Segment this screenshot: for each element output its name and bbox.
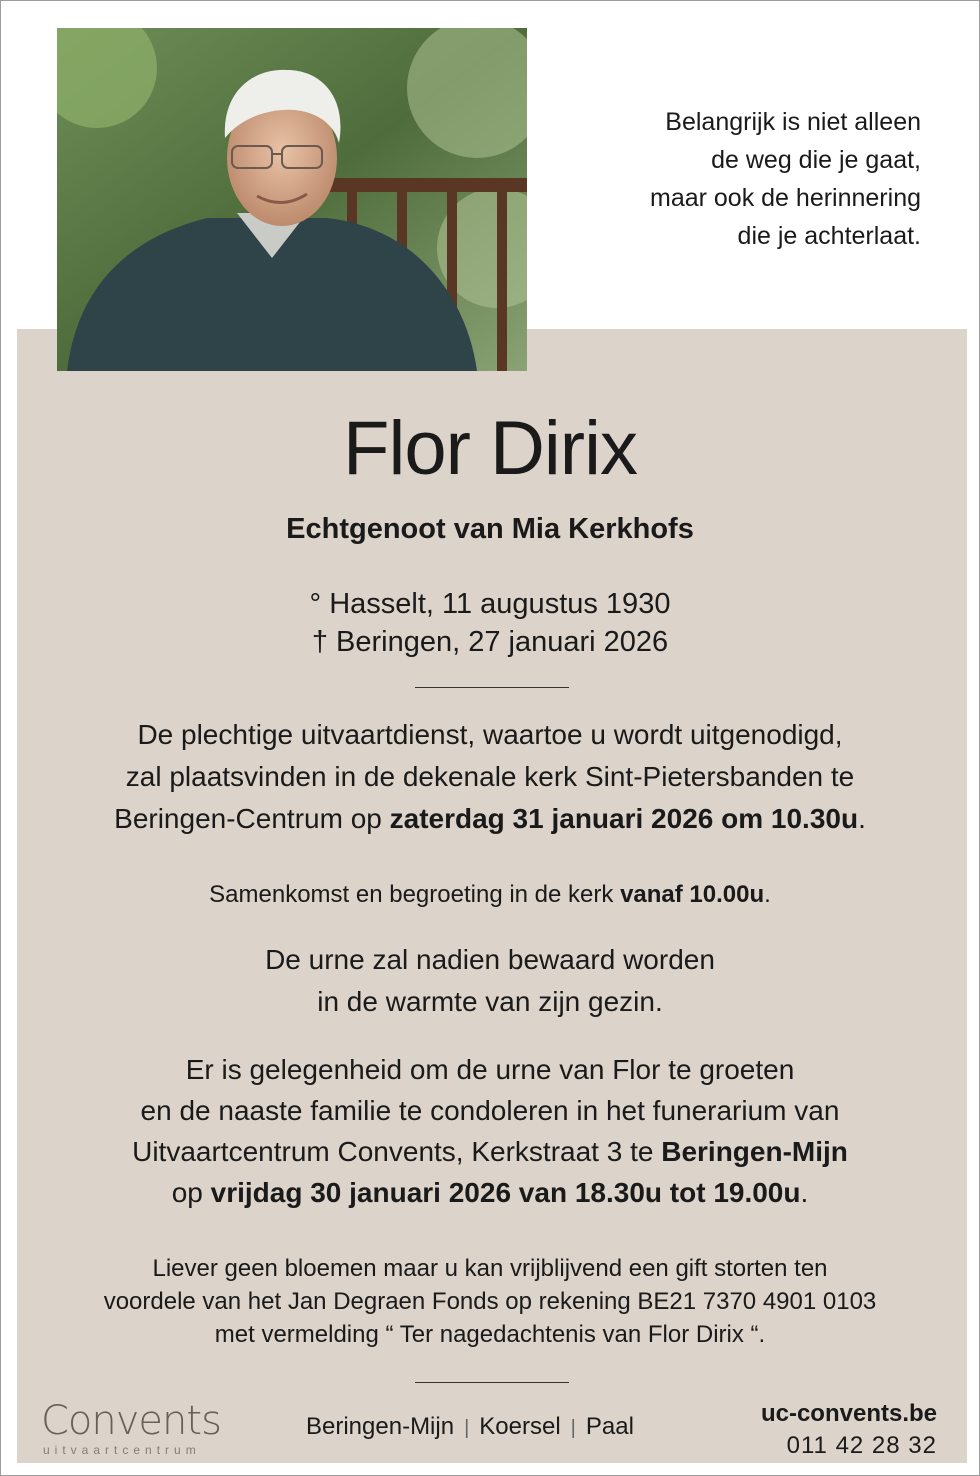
quote-line: die je achterlaat.: [737, 222, 921, 250]
gathering-end: .: [764, 881, 771, 908]
deceased-name: Flor Dirix: [343, 406, 637, 491]
gathering-line: Samenkomst en begroeting in de kerk: [209, 881, 621, 908]
visit-address: Uitvaartcentrum Convents, Kerkstraat 3 te: [132, 1136, 662, 1167]
spouse-line: Echtgenoot van Mia Kerkhofs: [286, 513, 694, 545]
phone-number[interactable]: 011 42 28 32: [786, 1432, 937, 1459]
visit-prefix: op: [171, 1177, 211, 1208]
urn-line: De urne zal nadien bewaard worden: [265, 944, 715, 975]
visit-line: [1, 1131, 979, 1172]
visit-line: [1, 1172, 979, 1213]
website-link[interactable]: uc-convents.be: [760, 1400, 937, 1427]
quote: [650, 103, 921, 255]
convents-logo: [41, 1398, 221, 1457]
life-dates: [1, 585, 979, 661]
visit-line: en de naaste familie te condoleren in het funerarium van: [140, 1095, 840, 1126]
service-line-text: Beringen-Centrum op: [114, 803, 390, 834]
location-beringen-mijn: Beringen-Mijn: [306, 1413, 455, 1440]
location-koersel: Koersel: [479, 1413, 561, 1440]
urn-line: in de warmte van zijn gezin.: [317, 986, 663, 1017]
logo-wordmark: Convents: [41, 1398, 221, 1444]
service-line: De plechtige uitvaartdienst, waartoe u wordt uitgenodigd,: [137, 719, 843, 750]
service-datetime: zaterdag 31 januari 2026 om 10.30u: [389, 803, 859, 834]
donation-line: voordele van het Jan Degraen Fonds op rekening BE21 7370 4901 0103: [103, 1288, 877, 1315]
separator: |: [464, 1417, 470, 1439]
quote-line: Belangrijk is niet alleen: [665, 108, 921, 136]
death-line: † Beringen, 27 januari 2026: [311, 626, 669, 658]
visit-location: Beringen-Mijn: [661, 1136, 848, 1167]
visit-datetime: vrijdag 30 januari 2026 van 18.30u tot 19.00u: [210, 1177, 801, 1208]
divider: [415, 1382, 569, 1383]
separator: |: [570, 1417, 576, 1439]
gathering-time: vanaf 10.00u: [620, 881, 765, 908]
urn-text: [1, 939, 979, 1023]
service-text: [1, 714, 979, 840]
visit-end: .: [800, 1177, 809, 1208]
quote-line: maar ook de herinnering: [650, 184, 921, 212]
visit-line: Er is gelegenheid om de urne van Flor te groeten: [185, 1054, 795, 1085]
birth-line: ° Hasselt, 11 augustus 1930: [309, 588, 671, 620]
donation-line: met vermelding “ Ter nagedachtenis van Flor Dirix “.: [214, 1321, 766, 1348]
service-line-end: .: [858, 803, 866, 834]
service-line: [1, 798, 979, 840]
quote-line: de weg die je gaat,: [711, 146, 921, 174]
locations: [306, 1411, 634, 1444]
donation-line: Liever geen bloemen maar u kan vrijblijvend een gift storten ten: [152, 1255, 828, 1282]
logo-subtitle: uitvaartcentrum: [43, 1443, 201, 1457]
gathering-text: [1, 877, 979, 913]
divider: [415, 687, 569, 688]
portrait-photo: [57, 28, 527, 371]
location-paal: Paal: [585, 1413, 634, 1440]
contact-info: [761, 1399, 937, 1461]
service-line: zal plaatsvinden in de dekenale kerk Sint-Pietersbanden te: [125, 761, 855, 792]
visit-text: [1, 1049, 979, 1213]
donation-text: [1, 1252, 979, 1351]
